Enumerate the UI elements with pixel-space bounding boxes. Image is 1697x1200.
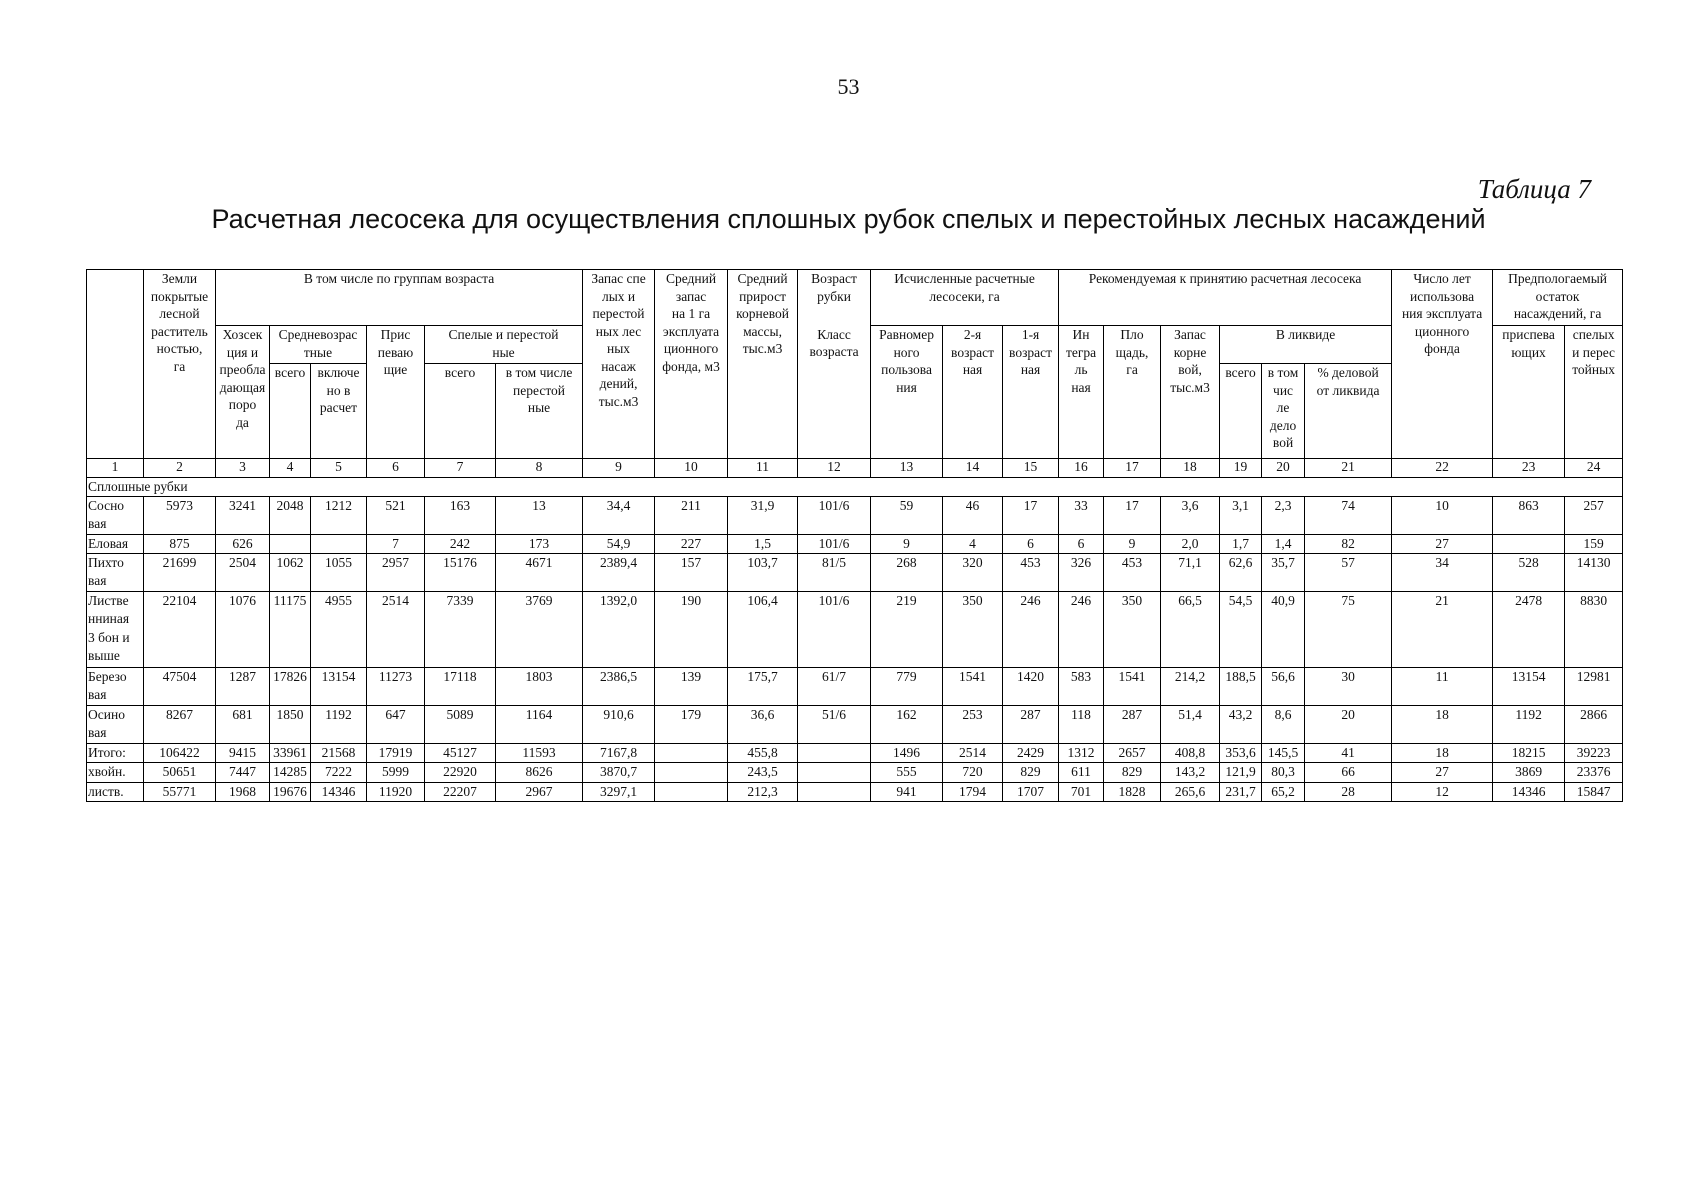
table-cell: 101/6 <box>798 497 871 535</box>
table-cell: 941 <box>871 782 943 801</box>
table-cell: 521 <box>367 497 425 535</box>
column-number: 18 <box>1161 459 1220 478</box>
table-cell: 875 <box>144 535 216 554</box>
table-cell: 28 <box>1305 782 1392 801</box>
table-cell: 1420 <box>1003 668 1059 706</box>
table-cell: 2389,4 <box>583 554 655 592</box>
section-row <box>87 478 1623 497</box>
table-cell: 39223 <box>1565 744 1623 763</box>
column-number: 22 <box>1392 459 1493 478</box>
table-cell: 1287 <box>216 668 270 706</box>
table-cell: 350 <box>1104 592 1161 668</box>
table-cell: 80,3 <box>1262 763 1305 782</box>
table-cell: 2048 <box>270 497 311 535</box>
table-cell: 353,6 <box>1220 744 1262 763</box>
table-cell: 21699 <box>144 554 216 592</box>
table-cell: 13154 <box>1493 668 1565 706</box>
column-number: 8 <box>496 459 583 478</box>
table-cell: 11920 <box>367 782 425 801</box>
table-cell: 10 <box>1392 497 1493 535</box>
table-cell: 173 <box>496 535 583 554</box>
table-row <box>87 706 1623 744</box>
row-species-cell: Сосно вая <box>87 497 144 535</box>
table-cell: 34,4 <box>583 497 655 535</box>
column-number: 10 <box>655 459 728 478</box>
header-mid-included: включе но в расчет <box>311 364 367 459</box>
header-age-class: Класс возраста <box>798 326 871 459</box>
table-cell: 1212 <box>311 497 367 535</box>
table-cell: 9415 <box>216 744 270 763</box>
row-species-cell: листв. <box>87 782 144 801</box>
table-cell: 453 <box>1003 554 1059 592</box>
table-cell: 71,1 <box>1161 554 1220 592</box>
header-avg-growth: Средний прирост корневой массы, тыс.м3 <box>728 270 798 459</box>
column-number: 3 <box>216 459 270 478</box>
table-row <box>87 554 1623 592</box>
row-species-cell: Березо вая <box>87 668 144 706</box>
table-cell: 1312 <box>1059 744 1104 763</box>
table-cell: 1062 <box>270 554 311 592</box>
table-cell: 910,6 <box>583 706 655 744</box>
table-cell: 5089 <box>425 706 496 744</box>
table-cell: 583 <box>1059 668 1104 706</box>
column-number-row <box>87 459 1623 478</box>
table-cell: 118 <box>1059 706 1104 744</box>
row-species-cell: Осино вая <box>87 706 144 744</box>
column-number: 1 <box>87 459 144 478</box>
header-liquid-total: всего <box>1220 364 1262 459</box>
header-mid-total: всего <box>270 364 311 459</box>
table-cell: 257 <box>1565 497 1623 535</box>
table-cell: 31,9 <box>728 497 798 535</box>
table-cell: 219 <box>871 592 943 668</box>
header-ripe-overripe: Спелые и перестой ные <box>425 326 583 364</box>
column-number: 17 <box>1104 459 1161 478</box>
table-cell: 7447 <box>216 763 270 782</box>
column-number: 20 <box>1262 459 1305 478</box>
table-cell: 455,8 <box>728 744 798 763</box>
table-cell: 11175 <box>270 592 311 668</box>
table-cell: 2429 <box>1003 744 1059 763</box>
table-cell: 163 <box>425 497 496 535</box>
table-cell: 829 <box>1003 763 1059 782</box>
table-cell: 157 <box>655 554 728 592</box>
table-cell: 611 <box>1059 763 1104 782</box>
table-cell: 19676 <box>270 782 311 801</box>
table-cell: 681 <box>216 706 270 744</box>
table-cell: 2,0 <box>1161 535 1220 554</box>
table-cell: 17826 <box>270 668 311 706</box>
table-cell: 647 <box>367 706 425 744</box>
table-cell <box>655 782 728 801</box>
header-root-stock: Запас корне вой, тыс.м3 <box>1161 326 1220 459</box>
table-cell: 65,2 <box>1262 782 1305 801</box>
table-cell: 13 <box>496 497 583 535</box>
table-cell: 2967 <box>496 782 583 801</box>
column-number: 5 <box>311 459 367 478</box>
table-cell: 101/6 <box>798 592 871 668</box>
table-cell: 23376 <box>1565 763 1623 782</box>
table-cell: 35,7 <box>1262 554 1305 592</box>
table-cell: 2478 <box>1493 592 1565 668</box>
row-species-cell: Листве нниная 3 бон и выше <box>87 592 144 668</box>
table-cell: 1828 <box>1104 782 1161 801</box>
header-row-1 <box>87 270 1623 326</box>
header-area: Пло щадь, га <box>1104 326 1161 459</box>
header-cell-1 <box>87 270 144 459</box>
table-cell: 103,7 <box>728 554 798 592</box>
table-cell <box>311 535 367 554</box>
table-cell: 47504 <box>144 668 216 706</box>
table-cell: 179 <box>655 706 728 744</box>
table-cell: 6 <box>1003 535 1059 554</box>
table-cell: 14346 <box>1493 782 1565 801</box>
table-cell: 75 <box>1305 592 1392 668</box>
table-cell: 54,9 <box>583 535 655 554</box>
table-cell: 46 <box>943 497 1003 535</box>
table-cell: 3297,1 <box>583 782 655 801</box>
table-cell: 243,5 <box>728 763 798 782</box>
data-rows <box>87 497 1623 802</box>
table-row <box>87 782 1623 801</box>
table-title: Расчетная лесосека для осуществления сплошных рубок спелых и перестойных лесных насаждений <box>211 204 1486 234</box>
column-number: 11 <box>728 459 798 478</box>
table-cell: 6 <box>1059 535 1104 554</box>
table-cell: 227 <box>655 535 728 554</box>
table-cell: 36,6 <box>728 706 798 744</box>
table-cell: 106,4 <box>728 592 798 668</box>
table-cell: 2514 <box>367 592 425 668</box>
header-species: Хозсек ция и преобла дающая поро да <box>216 326 270 459</box>
table-cell: 50651 <box>144 763 216 782</box>
table-cell: 18 <box>1392 744 1493 763</box>
column-number: 19 <box>1220 459 1262 478</box>
table-cell: 1496 <box>871 744 943 763</box>
table-cell: 1850 <box>270 706 311 744</box>
header-years-of-use: Число лет использова ния эксплуата ционного фонда <box>1392 270 1493 459</box>
table-cell: 1968 <box>216 782 270 801</box>
table-cell: 3870,7 <box>583 763 655 782</box>
table-cell: 18 <box>1392 706 1493 744</box>
table-cell: 9 <box>871 535 943 554</box>
table-cell: 14346 <box>311 782 367 801</box>
table-cell: 11593 <box>496 744 583 763</box>
table-cell: 51/6 <box>798 706 871 744</box>
header-near-ripe: Прис певаю щие <box>367 326 425 459</box>
table-cell: 528 <box>1493 554 1565 592</box>
table-label: Таблица 7 <box>1477 174 1591 204</box>
table-cell: 66 <box>1305 763 1392 782</box>
table-cell: 15176 <box>425 554 496 592</box>
table-cell: 1055 <box>311 554 367 592</box>
table-cell: 7 <box>367 535 425 554</box>
table-cell: 4 <box>943 535 1003 554</box>
column-number: 15 <box>1003 459 1059 478</box>
table-cell: 188,5 <box>1220 668 1262 706</box>
table-cell: 2657 <box>1104 744 1161 763</box>
header-ripe-remaining: спелых и перес тойных <box>1565 326 1623 459</box>
table-cell: 1164 <box>496 706 583 744</box>
header-ripe-total: всего <box>425 364 496 459</box>
table-cell: 350 <box>943 592 1003 668</box>
cutting-area-table <box>86 269 1623 802</box>
table-cell: 61/7 <box>798 668 871 706</box>
table-cell: 43,2 <box>1220 706 1262 744</box>
table-cell: 626 <box>216 535 270 554</box>
table-cell: 121,9 <box>1220 763 1262 782</box>
table-cell: 829 <box>1104 763 1161 782</box>
table-cell: 21568 <box>311 744 367 763</box>
table-cell: 214,2 <box>1161 668 1220 706</box>
table-cell: 265,6 <box>1161 782 1220 801</box>
table-cell: 56,6 <box>1262 668 1305 706</box>
column-number: 16 <box>1059 459 1104 478</box>
table-cell <box>655 763 728 782</box>
header-calc-areas: Исчисленные расчетные лесосеки, га <box>871 270 1059 326</box>
table-cell: 453 <box>1104 554 1161 592</box>
table-cell: 2386,5 <box>583 668 655 706</box>
header-business-percent: % деловой от ликвида <box>1305 364 1392 459</box>
table-cell: 55771 <box>144 782 216 801</box>
table-cell: 8267 <box>144 706 216 744</box>
table-cell: 11 <box>1392 668 1493 706</box>
column-number: 7 <box>425 459 496 478</box>
header-near-ripe-remaining: приспева ющих <box>1493 326 1565 459</box>
table-cell: 701 <box>1059 782 1104 801</box>
table-cell <box>655 744 728 763</box>
header-land-area: Земли покрытые лесной раститель ностью, га <box>144 270 216 459</box>
table-cell: 57 <box>1305 554 1392 592</box>
table-cell: 21 <box>1392 592 1493 668</box>
table-cell: 51,4 <box>1161 706 1220 744</box>
column-number: 23 <box>1493 459 1565 478</box>
table-cell: 143,2 <box>1161 763 1220 782</box>
column-number: 4 <box>270 459 311 478</box>
header-age-groups: В том числе по группам возраста <box>216 270 583 326</box>
header-uniform-use: Равномер ного пользова ния <box>871 326 943 459</box>
table-cell: 22920 <box>425 763 496 782</box>
table-row <box>87 592 1623 668</box>
column-number: 13 <box>871 459 943 478</box>
table-cell: 11273 <box>367 668 425 706</box>
table-cell <box>798 744 871 763</box>
header-avg-stock: Средний запас на 1 га эксплуата ционного фонда, м3 <box>655 270 728 459</box>
table-cell: 1192 <box>311 706 367 744</box>
table-cell: 2866 <box>1565 706 1623 744</box>
table-row <box>87 668 1623 706</box>
table-cell: 20 <box>1305 706 1392 744</box>
header-liquid: В ликвиде <box>1220 326 1392 364</box>
table-cell: 1,7 <box>1220 535 1262 554</box>
table-cell: 34 <box>1392 554 1493 592</box>
table-cell: 106422 <box>144 744 216 763</box>
table-cell: 3769 <box>496 592 583 668</box>
table-cell: 62,6 <box>1220 554 1262 592</box>
header-second-age: 2-я возраст ная <box>943 326 1003 459</box>
table-cell <box>270 535 311 554</box>
table-cell: 15847 <box>1565 782 1623 801</box>
table-cell: 2504 <box>216 554 270 592</box>
table-cell: 3241 <box>216 497 270 535</box>
table-cell: 1803 <box>496 668 583 706</box>
table-cell: 45127 <box>425 744 496 763</box>
table-cell: 59 <box>871 497 943 535</box>
table-cell: 8626 <box>496 763 583 782</box>
header-remaining: Предпологаемый остаток насаждений, га <box>1493 270 1623 326</box>
table-cell: 246 <box>1059 592 1104 668</box>
column-number: 12 <box>798 459 871 478</box>
table-cell: 175,7 <box>728 668 798 706</box>
table-cell: 12981 <box>1565 668 1623 706</box>
table-cell: 22104 <box>144 592 216 668</box>
header-first-age: 1-я возраст ная <box>1003 326 1059 459</box>
table-cell: 2957 <box>367 554 425 592</box>
table-cell: 5973 <box>144 497 216 535</box>
table-cell: 779 <box>871 668 943 706</box>
table-cell: 253 <box>943 706 1003 744</box>
table-cell: 18215 <box>1493 744 1565 763</box>
table-cell: 1541 <box>1104 668 1161 706</box>
header-integral: Ин тегра ль ная <box>1059 326 1104 459</box>
section-title: Сплошные рубки <box>87 478 1623 497</box>
table-cell: 242 <box>425 535 496 554</box>
table-cell: 211 <box>655 497 728 535</box>
table-cell: 101/6 <box>798 535 871 554</box>
row-species-cell: Еловая <box>87 535 144 554</box>
table-cell: 7339 <box>425 592 496 668</box>
table-cell: 1541 <box>943 668 1003 706</box>
header-liquid-business: в том чис ле дело вой <box>1262 364 1305 459</box>
table-cell: 2514 <box>943 744 1003 763</box>
table-cell: 268 <box>871 554 943 592</box>
table-cell: 1192 <box>1493 706 1565 744</box>
table-cell: 1707 <box>1003 782 1059 801</box>
table-cell: 3,1 <box>1220 497 1262 535</box>
table-cell: 14285 <box>270 763 311 782</box>
header-cutting-age: Возраст рубки <box>798 270 871 326</box>
table-cell: 33 <box>1059 497 1104 535</box>
table-cell: 66,5 <box>1161 592 1220 668</box>
table-cell: 1794 <box>943 782 1003 801</box>
table-cell: 287 <box>1003 706 1059 744</box>
table-cell: 190 <box>655 592 728 668</box>
table-cell: 54,5 <box>1220 592 1262 668</box>
table-cell: 287 <box>1104 706 1161 744</box>
row-species-cell: Пихто вая <box>87 554 144 592</box>
table-cell: 320 <box>943 554 1003 592</box>
table-cell: 17118 <box>425 668 496 706</box>
table-cell: 17919 <box>367 744 425 763</box>
column-number: 6 <box>367 459 425 478</box>
table-cell: 12 <box>1392 782 1493 801</box>
table-row <box>87 744 1623 763</box>
table-cell: 863 <box>1493 497 1565 535</box>
table-cell: 7167,8 <box>583 744 655 763</box>
header-mid-age: Средневозрас тные <box>270 326 367 364</box>
table-cell <box>1493 535 1565 554</box>
table-cell: 212,3 <box>728 782 798 801</box>
table-cell: 27 <box>1392 763 1493 782</box>
table-cell: 162 <box>871 706 943 744</box>
table-cell: 1392,0 <box>583 592 655 668</box>
table-cell: 82 <box>1305 535 1392 554</box>
table-cell: 74 <box>1305 497 1392 535</box>
row-species-cell: Итого: <box>87 744 144 763</box>
column-number: 24 <box>1565 459 1623 478</box>
table-cell: 22207 <box>425 782 496 801</box>
table-cell: 14130 <box>1565 554 1623 592</box>
header-ripe-overripe-part: в том числе перестой ные <box>496 364 583 459</box>
table-cell: 4955 <box>311 592 367 668</box>
table-cell: 17 <box>1104 497 1161 535</box>
table-cell: 41 <box>1305 744 1392 763</box>
table-row <box>87 535 1623 554</box>
header-recommended: Рекомендуемая к принятию расчетная лесосека <box>1059 270 1392 326</box>
table-cell <box>798 763 871 782</box>
table-cell: 5999 <box>367 763 425 782</box>
table-cell: 81/5 <box>798 554 871 592</box>
row-species-cell: хвойн. <box>87 763 144 782</box>
table-cell: 33961 <box>270 744 311 763</box>
table-cell: 145,5 <box>1262 744 1305 763</box>
table-cell: 7222 <box>311 763 367 782</box>
table-cell: 555 <box>871 763 943 782</box>
table-cell: 408,8 <box>1161 744 1220 763</box>
table-row <box>87 497 1623 535</box>
table-row <box>87 763 1623 782</box>
table-cell: 8,6 <box>1262 706 1305 744</box>
table-cell: 27 <box>1392 535 1493 554</box>
table-cell: 246 <box>1003 592 1059 668</box>
table-cell: 40,9 <box>1262 592 1305 668</box>
table-cell: 139 <box>655 668 728 706</box>
table-cell: 30 <box>1305 668 1392 706</box>
table-cell: 720 <box>943 763 1003 782</box>
table-cell: 17 <box>1003 497 1059 535</box>
column-number: 21 <box>1305 459 1392 478</box>
table-cell: 4671 <box>496 554 583 592</box>
table-cell: 13154 <box>311 668 367 706</box>
header-ripe-stock: Запас спе лых и перестой ных лес ных насаж дений, тыс.м3 <box>583 270 655 459</box>
table-cell: 8830 <box>1565 592 1623 668</box>
column-number: 9 <box>583 459 655 478</box>
table-cell: 9 <box>1104 535 1161 554</box>
table-cell: 3,6 <box>1161 497 1220 535</box>
table-cell: 231,7 <box>1220 782 1262 801</box>
page-number: 53 <box>837 74 860 99</box>
column-number: 14 <box>943 459 1003 478</box>
column-number: 2 <box>144 459 216 478</box>
table-cell: 2,3 <box>1262 497 1305 535</box>
table-cell: 326 <box>1059 554 1104 592</box>
table-cell: 159 <box>1565 535 1623 554</box>
table-cell: 1,4 <box>1262 535 1305 554</box>
table-cell: 1076 <box>216 592 270 668</box>
table-cell <box>798 782 871 801</box>
table-cell: 1,5 <box>728 535 798 554</box>
table-cell: 3869 <box>1493 763 1565 782</box>
